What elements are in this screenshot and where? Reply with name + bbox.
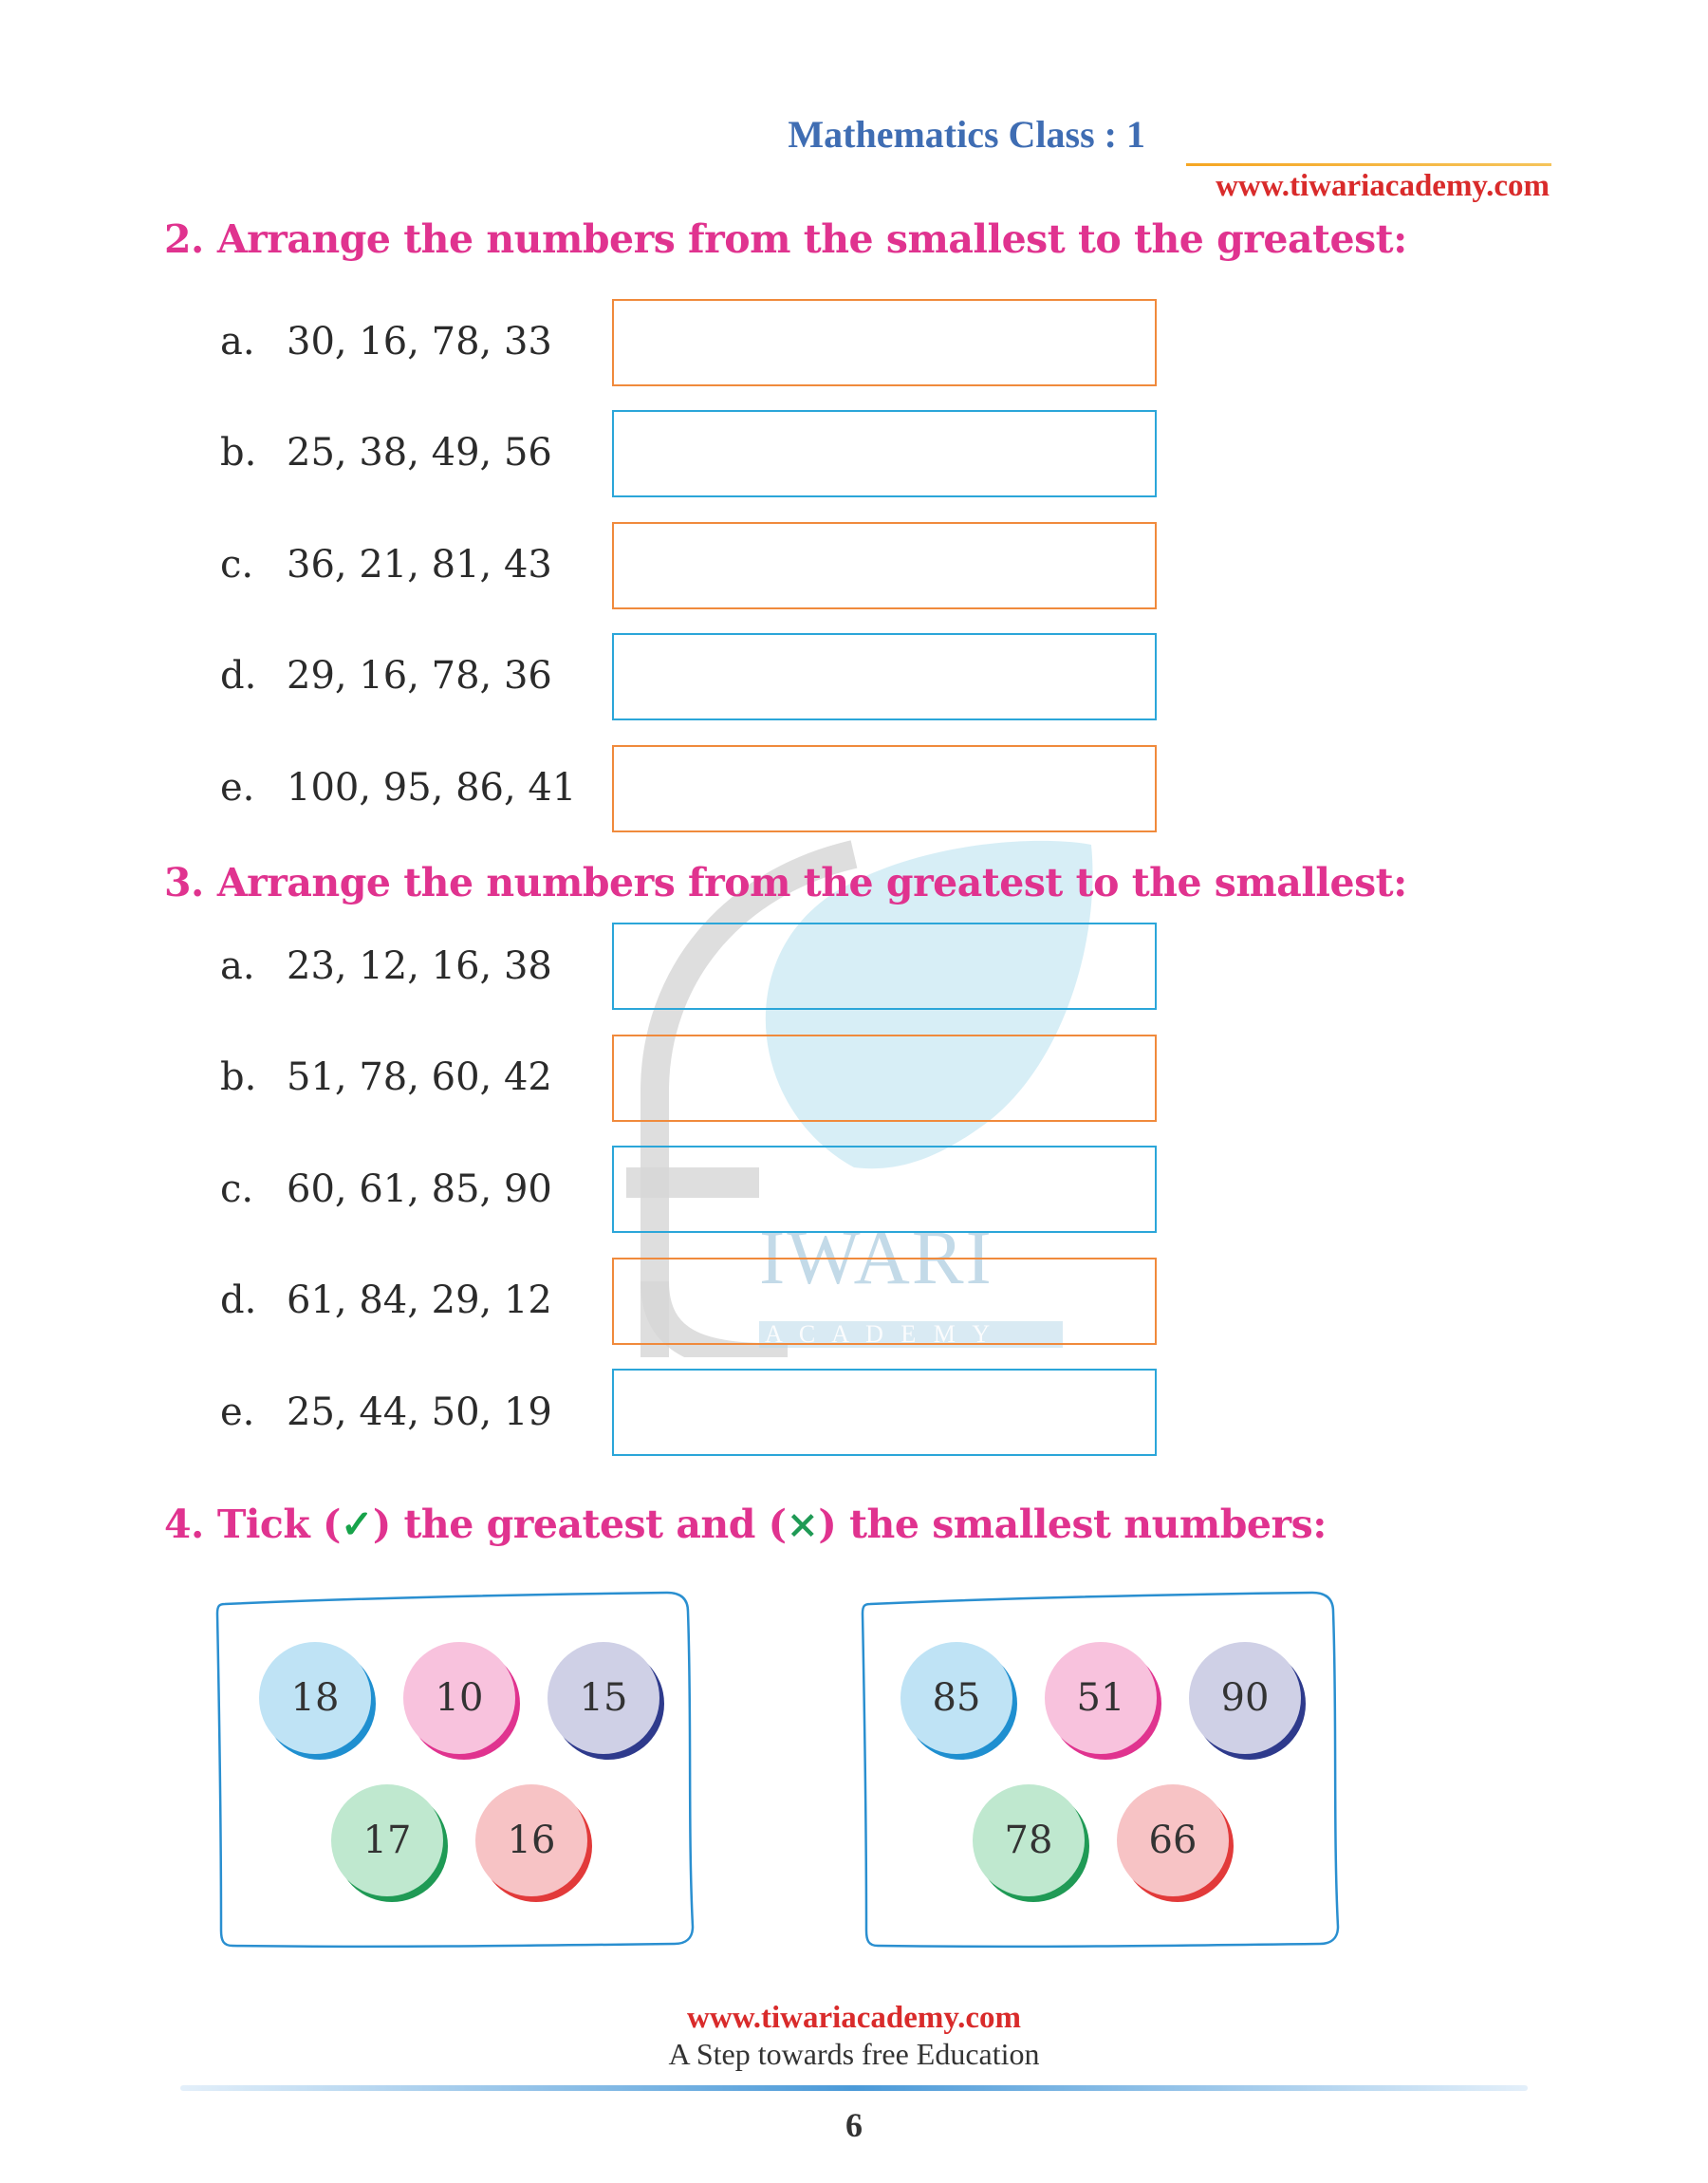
q3-answer-box-c[interactable] xyxy=(612,1146,1157,1233)
q3-answer-box-a[interactable] xyxy=(612,923,1157,1010)
watermark-main-text: IWARI xyxy=(759,1214,993,1300)
page-number: 6 xyxy=(845,2106,863,2144)
q2-item-a: a. 30, 16, 78, 33 xyxy=(220,320,552,364)
number-ball[interactable]: 16 xyxy=(475,1784,587,1896)
header-title: Mathematics Class : 1 xyxy=(788,113,1145,156)
number-ball[interactable]: 51 xyxy=(1045,1642,1157,1754)
q2-number: 2. xyxy=(164,216,204,262)
q2-item-d: d. 29, 16, 78, 36 xyxy=(220,654,552,698)
number-ball[interactable]: 66 xyxy=(1117,1784,1229,1896)
q3-item-d: d. 61, 84, 29, 12 xyxy=(220,1278,552,1322)
q2-answer-box-c[interactable] xyxy=(612,522,1157,609)
q3-item-a: a. 23, 12, 16, 38 xyxy=(220,944,552,988)
number-ball[interactable]: 78 xyxy=(973,1784,1085,1896)
group-2-frame xyxy=(859,1585,1347,1950)
number-ball[interactable]: 15 xyxy=(548,1642,659,1754)
q2-item-c: c. 36, 21, 81, 43 xyxy=(220,543,552,587)
footer-tagline: A Step towards free Education xyxy=(668,2037,1040,2071)
q2-title: Arrange the numbers from the smallest to the greatest: xyxy=(216,216,1407,262)
q3-title: Arrange the numbers from the greatest to the smallest: xyxy=(216,860,1407,905)
tick-icon: ✓ xyxy=(340,1502,373,1547)
header-website[interactable]: www.tiwariacademy.com xyxy=(1216,169,1550,203)
q2-answer-box-e[interactable] xyxy=(612,745,1157,832)
q4-number: 4. xyxy=(164,1502,204,1547)
number-ball[interactable]: 17 xyxy=(331,1784,443,1896)
number-ball[interactable]: 90 xyxy=(1189,1642,1301,1754)
q3-number: 3. xyxy=(164,860,204,905)
q2-answer-box-d[interactable] xyxy=(612,633,1157,720)
q3-item-b: b. 51, 78, 60, 42 xyxy=(220,1055,552,1099)
cross-icon: × xyxy=(786,1502,819,1547)
q2-answer-box-a[interactable] xyxy=(612,299,1157,386)
footer-divider xyxy=(180,2085,1528,2091)
number-ball[interactable]: 85 xyxy=(900,1642,1012,1754)
q3-item-c: c. 60, 61, 85, 90 xyxy=(220,1167,552,1211)
q3-answer-box-e[interactable] xyxy=(612,1369,1157,1456)
footer-website[interactable]: www.tiwariacademy.com xyxy=(687,2001,1021,2035)
q2-item-b: b. 25, 38, 49, 56 xyxy=(220,431,552,475)
number-ball[interactable]: 18 xyxy=(259,1642,371,1754)
q2-item-e: e. 100, 95, 86, 41 xyxy=(220,766,577,810)
q3-heading xyxy=(164,860,1407,905)
q2-heading xyxy=(164,216,1407,262)
watermark-sub-text: A C A D E M Y xyxy=(765,1320,996,1348)
q2-answer-box-b[interactable] xyxy=(612,410,1157,497)
header-underline xyxy=(1186,163,1551,166)
q3-answer-box-b[interactable] xyxy=(612,1035,1157,1122)
q3-item-e: e. 25, 44, 50, 19 xyxy=(220,1390,552,1434)
q4-heading: 4. Tick (✓) the greatest and (×) the smallest numbers: xyxy=(164,1502,1327,1547)
number-ball[interactable]: 10 xyxy=(403,1642,515,1754)
group-1-frame xyxy=(214,1585,702,1950)
q3-answer-box-d[interactable] xyxy=(612,1258,1157,1345)
